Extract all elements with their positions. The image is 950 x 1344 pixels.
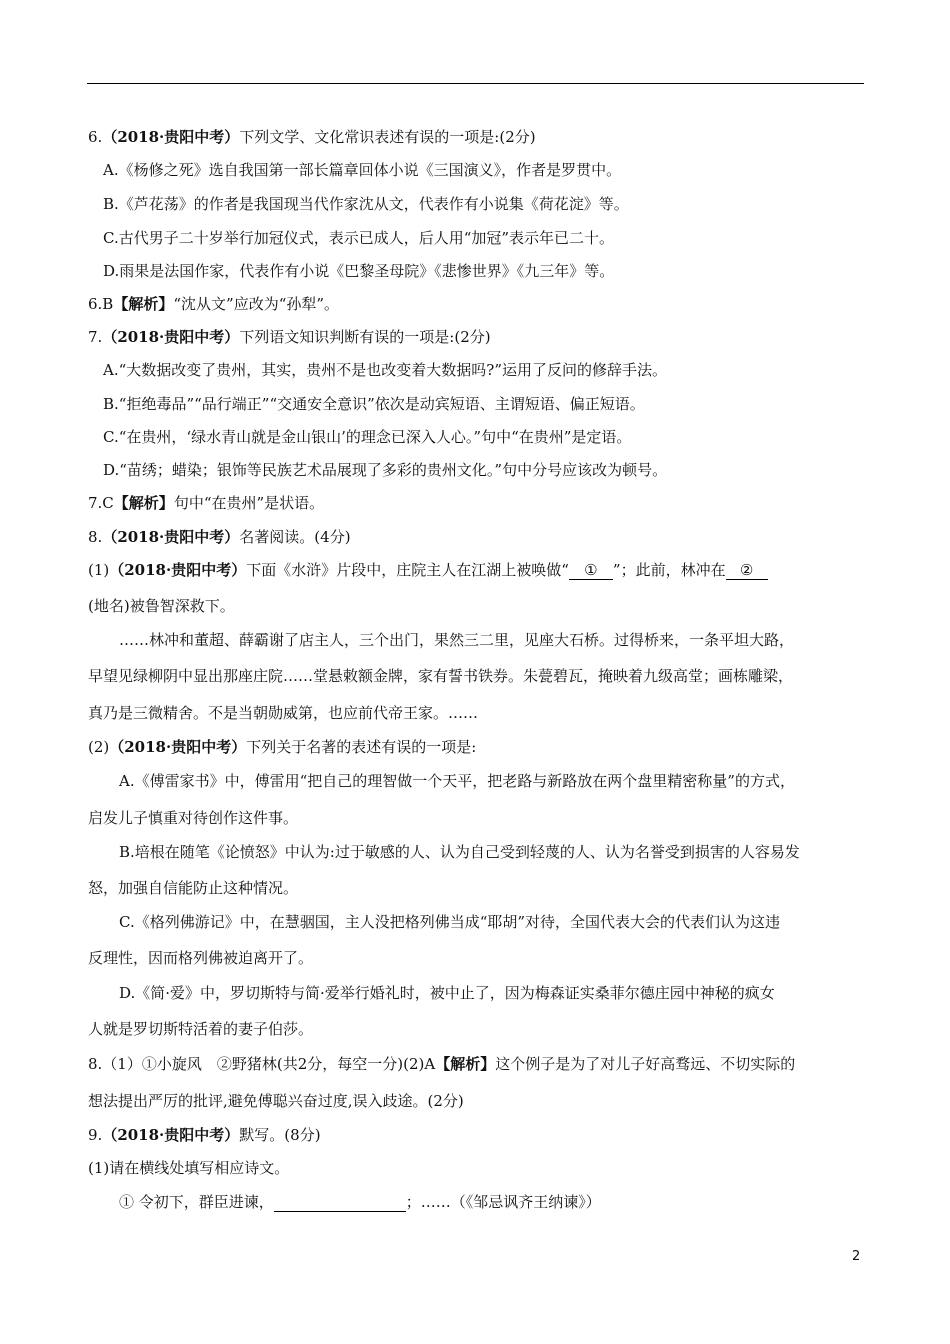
q8-stem: 8.（2018·贵阳中考）名著阅读。(4分) — [88, 528, 351, 546]
q8-part2-stem: (2)（2018·贵阳中考）下列关于名著的表述有误的一项是: — [88, 738, 477, 756]
q8-option-c-cont: 反理性，因而格列佛被迫离开了。 — [88, 949, 314, 967]
q8-option-b: B.培根在随笔《论愤怒》中认为:过于敏感的人、认为自己受到轻蔑的人、认为名誉受到损害的人容易发 — [119, 843, 800, 861]
page-number: 2 — [852, 1249, 861, 1264]
answer-blank-2: ② — [726, 561, 768, 580]
excerpt-line: 真乃是三微精舍。不是当朝勋威第，也应前代帝王家。…… — [88, 704, 479, 722]
q6-option-b: B.《芦花荡》的作者是我国现当代作家沈从文，代表作有小说集《荷花淀》等。 — [103, 195, 629, 213]
q7-option-a: A.“大数据改变了贵州，其实，贵州不是也改变着大数据吗?”运用了反问的修辞手法。 — [103, 361, 667, 379]
q8-option-d-cont: 人就是罗切斯特活着的妻子伯莎。 — [88, 1020, 314, 1038]
q9-line1: ① 令初下，群臣进谏， ；……（《邹忌讽齐王纳谏》） — [119, 1193, 601, 1211]
q9-stem: 9.（2018·贵阳中考）默写。(8分) — [88, 1126, 321, 1144]
header-rule — [87, 83, 864, 84]
q6-option-a: A.《杨修之死》选自我国第一部长篇章回体小说《三国演义》，作者是罗贯中。 — [103, 161, 622, 179]
q9-part1: (1)请在横线处填写相应诗文。 — [88, 1159, 290, 1177]
answer-blank-3 — [274, 1193, 406, 1212]
q7-stem: 7.（2018·贵阳中考）下列语文知识判断有误的一项是:(2分) — [88, 328, 491, 346]
q8-option-c: C.《格列佛游记》中，在慧骃国，主人没把格列佛当成“耶胡”对待，全国代表大会的代表们认为这违 — [119, 913, 781, 931]
q8-answer: 8.（1）①小旋风 ②野猪林(共2分，每空一分)(2)A【解析】这个例子是为了对儿子好高骛远、不切实际的 — [88, 1055, 796, 1073]
q7-answer: 7.C【解析】句中“在贵州”是状语。 — [88, 494, 325, 512]
excerpt-line: ……林冲和董超、薛霸谢了店主人，三个出门，果然三二里，见座大石桥。过得桥来，一条平坦大路， — [119, 631, 795, 649]
q6-stem: 6.（2018·贵阳中考）下列文学、文化常识表述有误的一项是:(2分) — [88, 128, 536, 146]
q7-option-d: D.“苗绣；蜡染；银饰等民族艺术品展现了多彩的贵州文化。”句中分号应该改为顿号。 — [103, 461, 668, 479]
q8-part1-tail: (地名)被鲁智深救下。 — [88, 597, 235, 615]
q6-answer: 6.B【解析】“沈从文”应改为“孙犁”。 — [88, 295, 340, 313]
q7-option-c: C.“在贵州，‘绿水青山就是金山银山’的理念已深入人心。”句中“在贵州”是定语。 — [103, 428, 632, 446]
q8-part1-stem: (1)（2018·贵阳中考）下面《水浒》片段中，庄院主人在江湖上被唤做“ ① ”；此前，林冲在 ② — [88, 560, 768, 580]
q7-option-b: B.“拒绝毒品”“品行端正”“交通安全意识”依次是动宾短语、主谓短语、偏正短语。 — [103, 395, 645, 413]
q8-option-a: A.《傅雷家书》中，傅雷用“把自己的理智做一个天平，把老路与新路放在两个盘里精密称量”的方式， — [119, 772, 795, 790]
excerpt-line: 早望见绿柳阴中显出那座庄院……堂悬敕额金牌，家有誓书铁券。朱甍碧瓦，掩映着九级高堂；画栋雕梁， — [88, 667, 794, 685]
q8-option-a-cont: 启发儿子慎重对待创作这件事。 — [88, 809, 299, 827]
q8-option-d: D.《简·爱》中，罗切斯特与简·爱举行婚礼时，被中止了，因为梅森证实桑菲尔德庄园中神秘的疯女 — [119, 984, 775, 1002]
q6-option-c: C.古代男子二十岁举行加冠仪式，表示已成人，后人用“加冠”表示年已二十。 — [103, 229, 615, 247]
q6-option-d: D.雨果是法国作家，代表作有小说《巴黎圣母院》《悲惨世界》《九三年》等。 — [103, 262, 615, 280]
q8-answer-cont: 想法提出严厉的批评,避免傅聪兴奋过度,误入歧途。(2分) — [88, 1092, 464, 1110]
answer-blank-1: ① — [569, 561, 613, 580]
q8-option-b-cont: 怒，加强自信能防止这种情况。 — [88, 879, 299, 897]
